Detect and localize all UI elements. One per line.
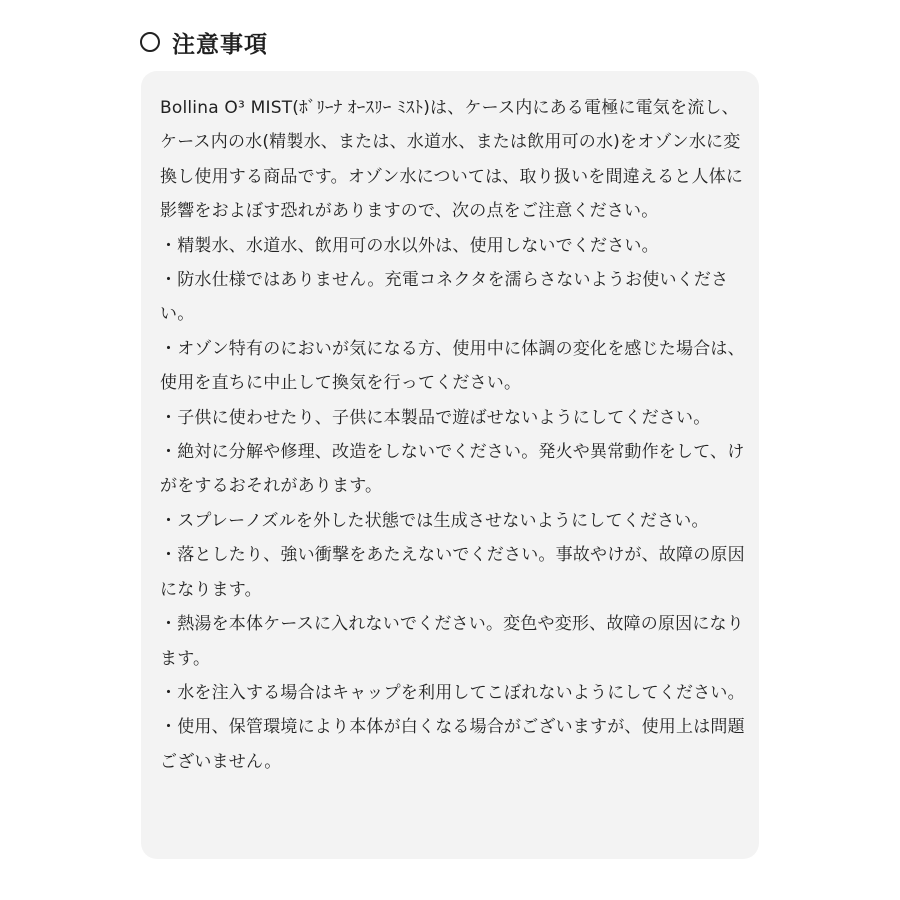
notice-item: ・防水仕様ではありません。充電コネクタを濡らさないようお使いください。	[160, 270, 729, 325]
notice-item: ・熱湯を本体ケースに入れないでください。変色や変形、故障の原因になります。	[160, 614, 744, 669]
notice-item: ・子供に使わせたり、子供に本製品で遊ばせないようにしてください。	[160, 407, 711, 428]
notice-intro: Bollina O³ MIST(ﾎﾞﾘｰﾅ ｵｰｽﾘｰ ﾐｽﾄ)は、ケース内にある電極に電気を流し、ケース内の水(精製水、または、水道水、または飲用可の水)をオゾン水に変換し使用する商品です。オゾン水については、取り扱いを間違えると人体に影響をおよぼす恐れがありますので、次の点をご注意ください。	[160, 98, 744, 222]
notice-item: ・落としたり、強い衝撃をあたえないでください。事故やけが、故障の原因になります。	[160, 545, 745, 600]
notice-item: ・スプレーノズルを外した状態では生成させないようにしてください。	[160, 510, 709, 531]
notice-item: ・オゾン特有のにおいが気になる方、使用中に体調の変化を感じた場合は、使用を直ちに中止して換気を行ってください。	[160, 338, 745, 394]
circle-outline-icon	[140, 32, 160, 52]
notice-item: ・使用、保管環境により本体が白くなる場合がございますが、使用上は問題ございません。	[160, 717, 745, 772]
notice-item: ・精製水、水道水、飲用可の水以外は、使用しないでください。	[160, 235, 659, 256]
section-heading	[140, 24, 268, 60]
notice-item: ・絶対に分解や修理、改造をしないでください。発火や異常動作をして、けがをするおそれがあります。	[160, 442, 745, 497]
notice-item: ・水を注入する場合はキャップを利用してこぼれないようにしてください。	[160, 682, 745, 703]
section-title: 注意事項	[172, 31, 268, 58]
notice-box	[141, 71, 759, 859]
